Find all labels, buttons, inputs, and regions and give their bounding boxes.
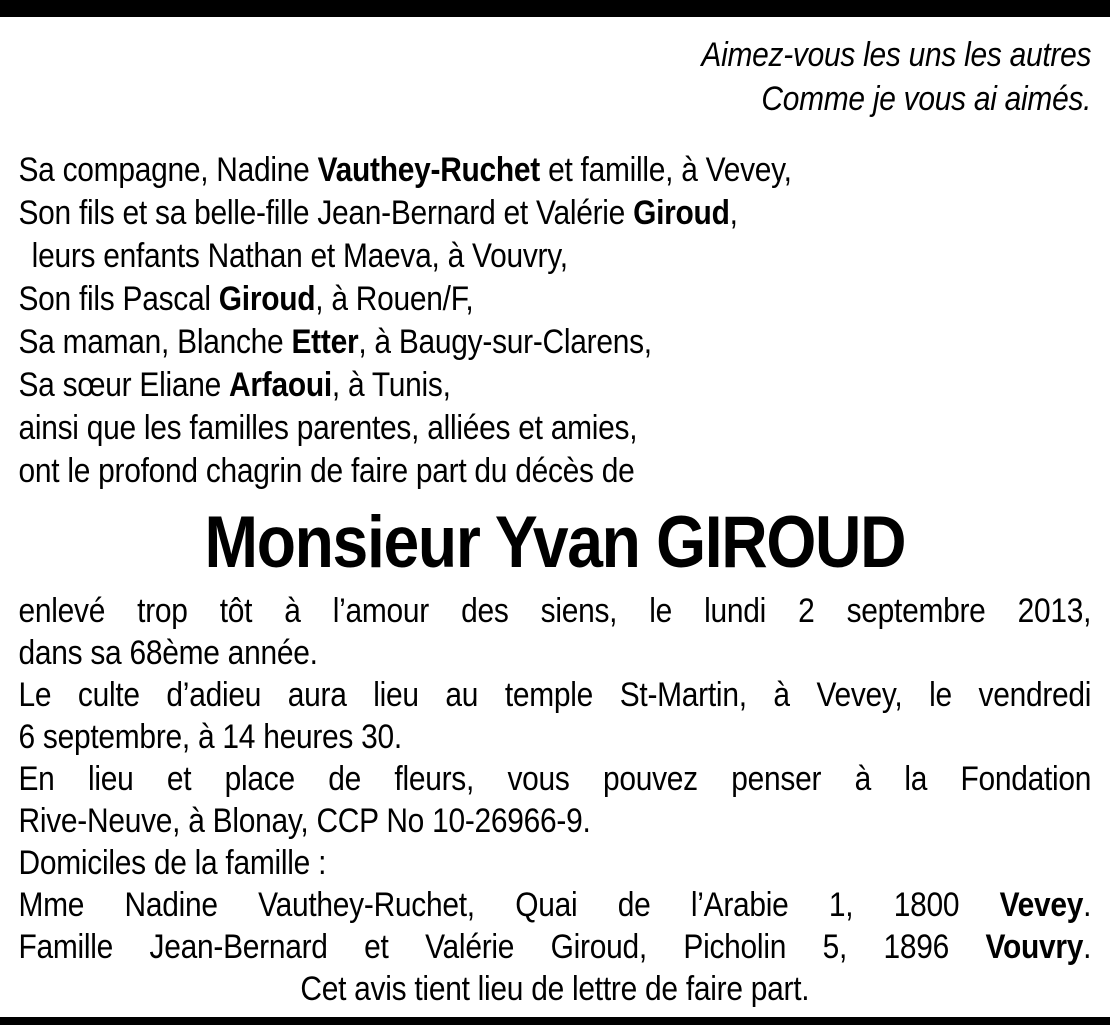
body-line-address-2: Famille Jean-Bernard et Valérie Giroud, Picholin 5, 1896 Vouvry.	[18, 928, 1092, 966]
body-line-death-2: dans sa 68ème année.	[18, 634, 318, 672]
family-line-announcement: ont le profond chagrin de faire part du décès de	[18, 452, 635, 490]
top-border-bar	[0, 0, 1110, 17]
family-line-sister: Sa sœur Eliane Arfaoui, à Tunis,	[18, 366, 451, 404]
epigraph	[18, 33, 1091, 121]
notice-body	[18, 590, 1091, 1010]
body-line-death-1: enlevé trop tôt à l’amour des siens, le lundi 2 septembre 2013,	[18, 592, 1092, 630]
family-line-son-pascal: Son fils Pascal Giroud, à Rouen/F,	[18, 280, 474, 318]
bottom-border-bar	[0, 1017, 1110, 1025]
family-line-mother: Sa maman, Blanche Etter, à Baugy-sur-Clarens,	[18, 323, 652, 361]
family-line-companion: Sa compagne, Nadine Vauthey-Ruchet et famille, à Vevey,	[18, 151, 792, 189]
deceased-name-title: Monsieur Yvan GIROUD	[204, 502, 906, 583]
body-line-domiciles-heading: Domiciles de la famille :	[18, 844, 327, 882]
epigraph-line-2: Comme je vous ai aimés.	[761, 80, 1092, 118]
body-line-donations-1: En lieu et place de fleurs, vous pouvez penser à la Fondation	[18, 760, 1092, 798]
notice-content	[0, 33, 1110, 1010]
body-line-donations-2: Rive-Neuve, à Blonay, CCP No 10-26966-9.	[18, 802, 591, 840]
family-list	[18, 149, 1091, 493]
body-line-service-1: Le culte d’adieu aura lieu au temple St-Martin, à Vevey, le vendredi	[18, 676, 1092, 714]
epigraph-line-1: Aimez-vous les uns les autres	[701, 36, 1092, 74]
family-line-son-daughter-in-law: Son fils et sa belle-fille Jean-Bernard et Valérie Giroud,	[18, 194, 738, 232]
family-line-relatives: ainsi que les familles parentes, alliées et amies,	[18, 409, 638, 447]
body-line-closing: Cet avis tient lieu de lettre de faire part.	[300, 970, 810, 1008]
body-line-service-2: 6 septembre, à 14 heures 30.	[18, 718, 402, 756]
body-line-address-1: Mme Nadine Vauthey-Ruchet, Quai de l’Arabie 1, 1800 Vevey.	[18, 886, 1092, 924]
family-line-grandchildren: leurs enfants Nathan et Maeva, à Vouvry,	[31, 237, 568, 275]
